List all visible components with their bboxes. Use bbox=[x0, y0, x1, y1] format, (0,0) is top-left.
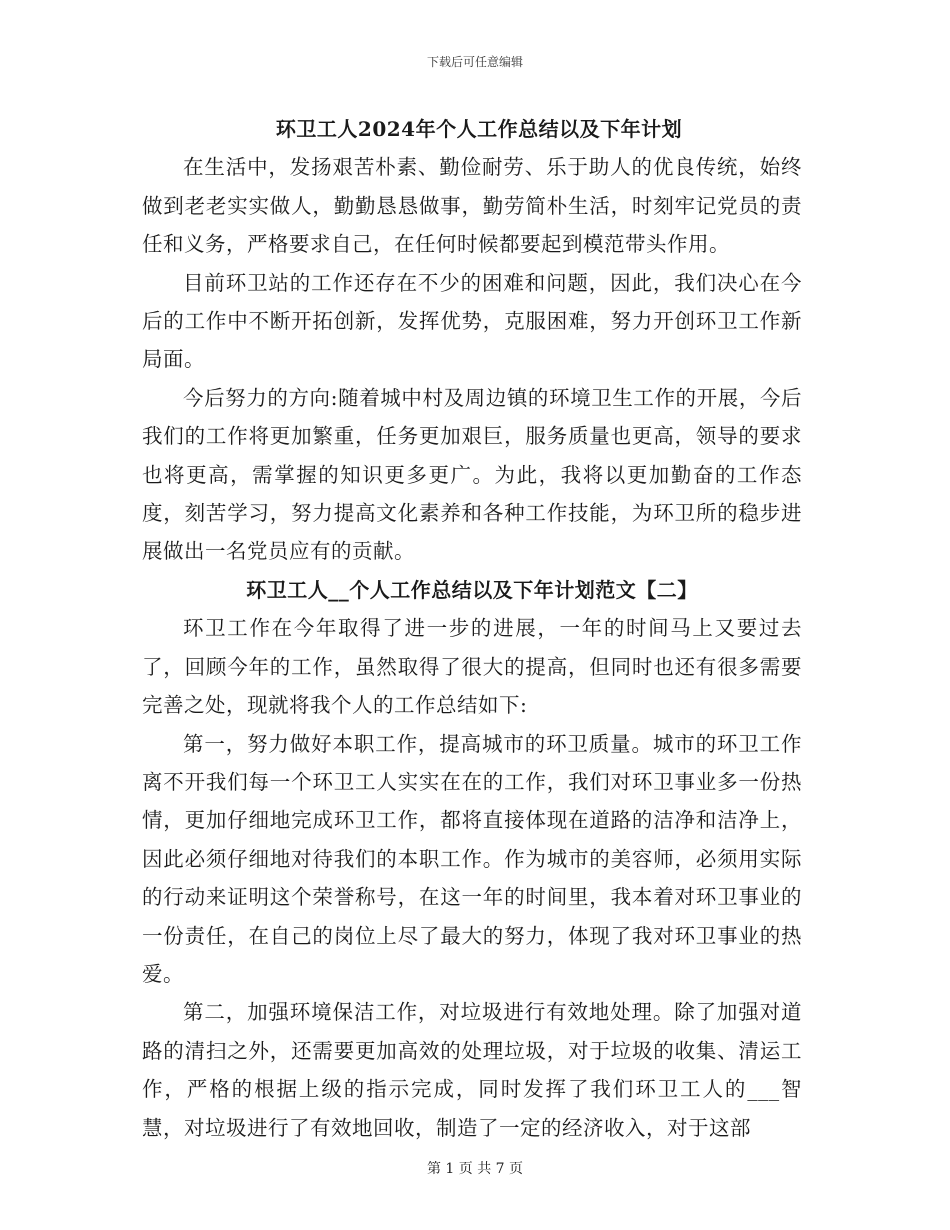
document-title: 环卫工人2024年个人工作总结以及下年计划 bbox=[275, 117, 683, 141]
paragraph-2: 目前环卫站的工作还存在不少的困难和问题，因此，我们决心在今后的工作中不断开拓创新，发挥优势，克服困难，努力开创环卫工作新局面。 bbox=[142, 270, 802, 372]
page-number: 第 1 页 共 7 页 bbox=[426, 1161, 524, 1177]
paragraph-4: 环卫工作在今年取得了进一步的进展，一年的时间马上又要过去了，回顾今年的工作，虽然取得了很大的提高，但同时也还有很多需要完善之处，现就将我个人的工作总结如下: bbox=[142, 616, 802, 718]
paragraph-6: 第二，加强环境保洁工作，对垃圾进行有效地处理。除了加强对道路的清扫之外，还需要更加高效的处理垃圾，对于垃圾的收集、清运工作，严格的根据上级的指示完成，同时发挥了我们环卫工人的___智慧，对垃圾进行了有效地回收，制造了一定的经济收入，对于这部 bbox=[142, 1000, 802, 1140]
header-note: 下载后可任意编辑 bbox=[426, 55, 523, 69]
paragraph-1: 在生活中，发扬艰苦朴素、勤俭耐劳、乐于助人的优良传统，始终做到老老实实做人，勤勤恳恳做事，勤劳简朴生活，时刻牢记党员的责任和义务，严格要求自己，在任何时候都要起到模范带头作用。 bbox=[142, 155, 802, 257]
paragraph-5: 第一，努力做好本职工作，提高城市的环卫质量。城市的环卫工作离不开我们每一个环卫工人实实在在的工作，我们对环卫事业多一份热情，更加仔细地完成环卫工作，都将直接体现在道路的洁净和洁净上，因此必须仔细地对待我们的本职工作。作为城市的美容师，必须用实际的行动来证明这个荣誉称号，在这一年的时间里，我本着对环卫事业的一份责任，在自己的岗位上尽了最大的努力，体现了我对环卫事业的热爱。 bbox=[142, 731, 802, 986]
section-title-2: 环卫工人__个人工作总结以及下年计划范文【二】 bbox=[246, 577, 698, 602]
paragraph-3: 今后努力的方向:随着城中村及周边镇的环境卫生工作的开展，今后我们的工作将更加繁重，任务更加艰巨，服务质量也更高，领导的要求也将更高，需掌握的知识更多更广。为此，我将以更加勤奋的工作态度，刻苦学习，努力提高文化素养和各种工作技能，为环卫所的稳步进展做出一名党员应有的贡献。 bbox=[142, 385, 802, 564]
document-body bbox=[142, 110, 802, 1147]
